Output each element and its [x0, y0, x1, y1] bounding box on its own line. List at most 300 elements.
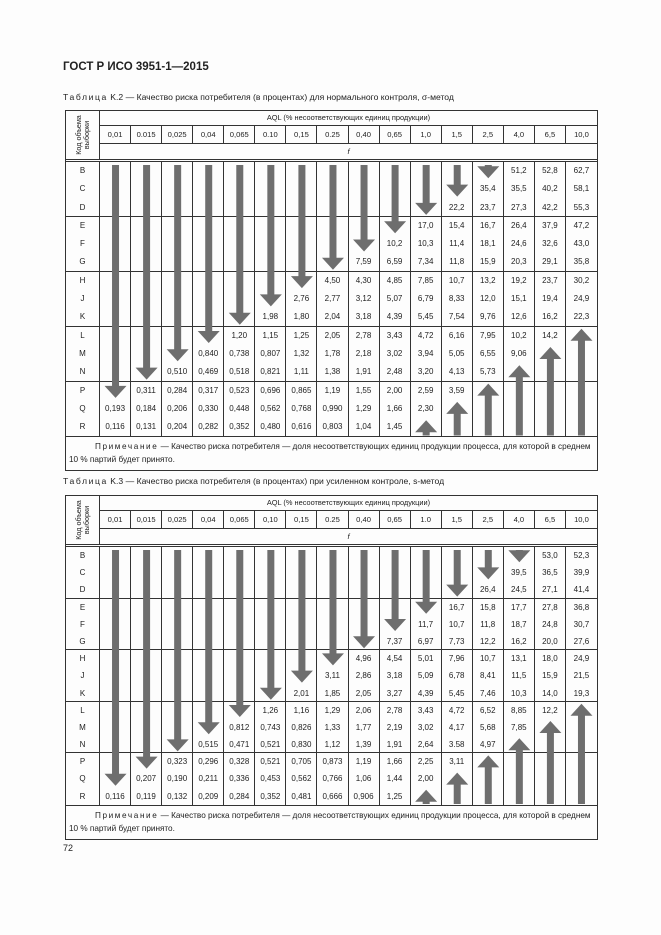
table-cell: [442, 162, 473, 180]
table-cell: 1,19: [317, 382, 348, 400]
table-cell: 1,06: [349, 770, 380, 787]
table-cell: [473, 382, 504, 400]
table-cell: 2,86: [349, 667, 380, 684]
table-cell: 47,2: [573, 220, 590, 230]
table-cell: 10,7: [442, 616, 473, 633]
table-cell: [224, 547, 255, 564]
table-cell: [566, 400, 597, 418]
table-cell: [162, 547, 193, 564]
table-cell: [535, 363, 566, 381]
table-cell: [286, 616, 317, 633]
table-cell: [286, 180, 317, 198]
table-cell: [442, 400, 473, 418]
aql-column-header: 10,0: [566, 511, 597, 529]
table-cell: [100, 290, 131, 308]
table-cell: 51,2: [504, 162, 535, 180]
table-cell: [286, 272, 317, 290]
table-cell: [380, 162, 411, 180]
table-cell: 16,2: [535, 308, 566, 326]
table-cell: 1,15: [255, 327, 286, 345]
table-cell: 5,45: [442, 685, 473, 702]
aql-column-header: 4,0: [504, 511, 535, 529]
table-cell: 2,64: [411, 736, 442, 753]
aql-column-header: 1,0: [411, 126, 442, 144]
table-cell: 37,9: [535, 217, 566, 235]
table-cell: [162, 719, 193, 736]
table-note: [66, 436, 597, 470]
table-cell: 0,812: [224, 719, 255, 736]
table-cell: [224, 180, 255, 198]
standard-title: ГОСТ Р ИСО 3951-1—2015: [63, 61, 209, 73]
table-cell: [442, 418, 473, 436]
aql-column-header: 0,04: [193, 126, 224, 144]
table-cell: [535, 345, 566, 363]
aql-column-header: 0,025: [162, 126, 193, 144]
table-cell: [193, 162, 224, 180]
table-cell: 0,323: [162, 753, 193, 770]
table-cell: [411, 564, 442, 581]
table-cell: 2,05: [317, 327, 348, 345]
table-cell: 52,3: [573, 551, 590, 560]
table-cell: 53,0: [535, 547, 566, 564]
table-cell: 0,768: [286, 400, 317, 418]
table-cell: [100, 616, 131, 633]
row-code: F: [66, 235, 100, 253]
table-cell: 2,78: [349, 327, 380, 345]
table-cell: 0,119: [131, 788, 162, 805]
table-cell: 39,5: [504, 564, 535, 581]
table-cell: [535, 788, 566, 805]
table-cell: 3,43: [380, 327, 411, 345]
table-cell: 8,85: [504, 702, 535, 719]
table-cell: 10,2: [380, 235, 411, 253]
table-cell: 2,04: [317, 308, 348, 326]
table-cell: [193, 719, 224, 736]
table-cell: [100, 382, 131, 400]
table-cell: [411, 599, 442, 616]
table-cell: 58,1: [573, 184, 590, 194]
table-cell: 0,873: [317, 753, 348, 770]
aql-column-header: 0.015: [131, 126, 162, 144]
row-code: N: [66, 363, 100, 381]
table-cell: 0,510: [162, 363, 193, 381]
table-cell: 0,469: [193, 363, 224, 381]
table-cell: [193, 327, 224, 345]
table-cell: 4,17: [442, 719, 473, 736]
table-cell: [317, 199, 348, 217]
table-cell: 5,45: [411, 308, 442, 326]
table-cell: 10,2: [504, 327, 535, 345]
table-cell: [100, 564, 131, 581]
row-code: N: [66, 736, 100, 753]
table-cell: 41,4: [566, 581, 597, 598]
table-cell: 0,207: [131, 770, 162, 787]
table-cell: 4,72: [411, 327, 442, 345]
table-cell: 0,132: [162, 788, 193, 805]
row-code: P: [66, 753, 100, 770]
row-code: C: [66, 180, 100, 198]
table-cell: 36,5: [535, 564, 566, 581]
table-cell: 3,94: [411, 345, 442, 363]
aql-column-header: 0,065: [224, 126, 255, 144]
table-cell: [349, 581, 380, 598]
table-cell: [193, 235, 224, 253]
table-cell: 0,116: [100, 418, 131, 436]
table-cell: 1,78: [317, 345, 348, 363]
row-code: Q: [66, 770, 100, 787]
table-cell: 19,3: [566, 685, 597, 702]
table-cell: 4,72: [442, 702, 473, 719]
table-cell: 3,02: [411, 719, 442, 736]
table-cell: [162, 253, 193, 271]
table-cell: [162, 616, 193, 633]
table-cell: [131, 633, 162, 650]
table-cell: [317, 599, 348, 616]
table-cell: 24,9: [573, 294, 590, 304]
table-cell: [100, 719, 131, 736]
table-cell: 0,865: [286, 382, 317, 400]
table-cell: [224, 162, 255, 180]
table-cell: [162, 633, 193, 650]
table-cell: 16,7: [442, 599, 473, 616]
aql-column-header: 4,0: [504, 126, 535, 144]
table-cell: [473, 162, 504, 180]
row-code: D: [66, 581, 100, 598]
table-cell: 2,78: [380, 702, 411, 719]
row-code: B: [66, 547, 100, 564]
table-cell: [193, 217, 224, 235]
table-cell: 1,66: [380, 753, 411, 770]
table-cell: 0,666: [317, 788, 348, 805]
table-cell: [504, 547, 535, 564]
table-cell: [193, 616, 224, 633]
table-cell: [162, 217, 193, 235]
table-cell: [442, 770, 473, 787]
row-code: K: [66, 308, 100, 326]
table-cell: [286, 650, 317, 667]
table-cell: [100, 736, 131, 753]
aql-column-header: 0.25: [317, 511, 348, 529]
table-cell: 0,515: [193, 736, 224, 753]
table-cell: [162, 162, 193, 180]
table-cell: 0,480: [255, 418, 286, 436]
table-cell: [380, 581, 411, 598]
table-cell: 2,77: [317, 290, 348, 308]
table-cell: 1,44: [380, 770, 411, 787]
aql-column-header: 10,0: [566, 126, 597, 144]
table-header: [66, 496, 597, 547]
table-cell: 43,0: [573, 239, 590, 249]
table-cell: [100, 180, 131, 198]
table-cell: 22,3: [566, 308, 597, 326]
aql-column-header: 0,40: [349, 511, 380, 529]
table-cell: [162, 581, 193, 598]
table-cell: 0,131: [131, 418, 162, 436]
table-cell: [411, 547, 442, 564]
table-cell: [162, 327, 193, 345]
aql-column-header: 0,15: [286, 511, 317, 529]
aql-column-header: 0,04: [193, 511, 224, 529]
table-cell: [411, 581, 442, 598]
table-cell: 27,8: [535, 599, 566, 616]
table-cell: 0,352: [224, 418, 255, 436]
table-cell: [504, 770, 535, 787]
table-cell: [162, 308, 193, 326]
table-cell: 14,2: [535, 327, 566, 345]
table-cell: 23,7: [473, 199, 504, 217]
table-cell: 4,97: [473, 736, 504, 753]
table-cell: [380, 180, 411, 198]
table-cell: [162, 272, 193, 290]
table-cell: 0,830: [286, 736, 317, 753]
table-cell: [131, 547, 162, 564]
table-cell: 13,1: [504, 650, 535, 667]
row-code: J: [66, 667, 100, 684]
table-cell: [535, 736, 566, 753]
table-cell: [224, 564, 255, 581]
table-cell: 11,4: [442, 235, 473, 253]
table-cell: [411, 418, 442, 436]
table-cell: [131, 667, 162, 684]
table-cell: 15,8: [473, 599, 504, 616]
table-cell: 2,06: [349, 702, 380, 719]
table-cell: [100, 327, 131, 345]
table-cell: 7,95: [473, 327, 504, 345]
table-cell: 5,01: [411, 650, 442, 667]
table-cell: [131, 753, 162, 770]
table-cell: [131, 162, 162, 180]
table-cell: [566, 363, 597, 381]
table-cell: [504, 788, 535, 805]
table-cell: 0,184: [131, 400, 162, 418]
table-cell: 3,20: [411, 363, 442, 381]
table-cell: [349, 564, 380, 581]
table-cell: [193, 308, 224, 326]
table-cell: 0,523: [224, 382, 255, 400]
row-code: R: [66, 788, 100, 805]
table-k3-caption: [63, 476, 444, 486]
f-label: f: [347, 532, 350, 541]
table-cell: [317, 217, 348, 235]
table-cell: 40,2: [535, 180, 566, 198]
table-cell: 17,0: [411, 217, 442, 235]
aql-column-header: 0,01: [100, 126, 131, 144]
table-cell: 0,803: [317, 418, 348, 436]
table-k2-caption: [63, 92, 454, 102]
table-cell: [193, 702, 224, 719]
table-cell: 10,3: [504, 685, 535, 702]
table-cell: [349, 217, 380, 235]
table-cell: [255, 685, 286, 702]
aql-column-header: 0,65: [380, 126, 411, 144]
table-cell: 1,38: [317, 363, 348, 381]
table-cell: [255, 235, 286, 253]
table-cell: [100, 770, 131, 787]
table-cell: [442, 180, 473, 198]
table-cell: 16,7: [473, 217, 504, 235]
table-cell: 4,50: [317, 272, 348, 290]
table-cell: 2,59: [411, 382, 442, 400]
table-body: [66, 162, 597, 436]
row-code: B: [66, 162, 100, 180]
table-cell: [349, 633, 380, 650]
table-cell: [224, 685, 255, 702]
table-cell: 0,284: [162, 382, 193, 400]
table-cell: 19,4: [535, 290, 566, 308]
table-cell: 0,743: [255, 719, 286, 736]
table-cell: [224, 616, 255, 633]
table-cell: [255, 199, 286, 217]
row-code: C: [66, 564, 100, 581]
table-cell: 55,3: [566, 199, 597, 217]
aql-header: AQL (% несоответствующих единиц продукции): [100, 111, 597, 126]
table-note: [66, 805, 597, 839]
code-header: Код объема выборки: [73, 500, 91, 540]
table-cell: [411, 180, 442, 198]
table-cell: 1,33: [317, 719, 348, 736]
table-cell: 0,616: [286, 418, 317, 436]
table-cell: [131, 235, 162, 253]
table-cell: 0,311: [131, 382, 162, 400]
aql-column-header: 0,40: [349, 126, 380, 144]
table-cell: [224, 308, 255, 326]
table-cell: 0,336: [224, 770, 255, 787]
table-cell: [162, 667, 193, 684]
table-cell: [224, 217, 255, 235]
table-cell: [473, 400, 504, 418]
table-header: [66, 111, 597, 162]
table-cell: 0,453: [255, 770, 286, 787]
table-cell: [255, 180, 286, 198]
table-cell: 32,6: [535, 235, 566, 253]
table-cell: 0,738: [224, 345, 255, 363]
table-cell: 1,55: [349, 382, 380, 400]
table-cell: [286, 599, 317, 616]
table-cell: 0,990: [317, 400, 348, 418]
table-cell: 1,16: [286, 702, 317, 719]
table-cell: 2,00: [380, 382, 411, 400]
table-cell: 1,66: [380, 400, 411, 418]
row-code: P: [66, 382, 100, 400]
aql-column-header: 0.25: [317, 126, 348, 144]
table-cell: [442, 564, 473, 581]
table-cell: [131, 308, 162, 326]
table-cell: [193, 685, 224, 702]
table-cell: 24,5: [504, 581, 535, 598]
table-k2: [65, 110, 598, 471]
table-cell: 0,352: [255, 788, 286, 805]
table-cell: [504, 363, 535, 381]
table-cell: 0,211: [193, 770, 224, 787]
table-cell: 1,29: [349, 400, 380, 418]
table-cell: 22,2: [442, 199, 473, 217]
table-cell: [224, 599, 255, 616]
table-cell: 21,5: [573, 671, 590, 681]
table-cell: [442, 547, 473, 564]
table-cell: [317, 253, 348, 271]
table-cell: [100, 162, 131, 180]
table-cell: 4,96: [349, 650, 380, 667]
table-cell: 5,07: [380, 290, 411, 308]
table-cell: 1,91: [380, 736, 411, 753]
table-cell: 3,02: [380, 345, 411, 363]
table-cell: 0,193: [100, 400, 131, 418]
table-cell: [566, 382, 597, 400]
row-code: H: [66, 650, 100, 667]
table-cell: [193, 564, 224, 581]
table-cell: 1,91: [349, 363, 380, 381]
table-cell: [380, 547, 411, 564]
aql-column-header: 0,025: [162, 511, 193, 529]
table-cell: 35,4: [473, 180, 504, 198]
table-cell: [535, 753, 566, 770]
table-cell: 7,85: [411, 272, 442, 290]
row-code: G: [66, 253, 100, 271]
table-cell: [224, 650, 255, 667]
table-cell: 52,8: [535, 162, 566, 180]
table-cell: [286, 253, 317, 271]
table-cell: [224, 667, 255, 684]
table-cell: 19,2: [504, 272, 535, 290]
table-cell: [317, 235, 348, 253]
table-cell: 7,85: [504, 719, 535, 736]
note-text: — Качество риска потребителя — доля несоответствующих единиц продукции процесса, для которой в среднем 10 % партий будет принято.: [69, 810, 591, 833]
table-cell: [349, 616, 380, 633]
table-cell: [504, 753, 535, 770]
table-cell: [193, 180, 224, 198]
table-cell: [193, 633, 224, 650]
row-code: J: [66, 290, 100, 308]
table-cell: 6,16: [442, 327, 473, 345]
table-cell: [473, 547, 504, 564]
table-cell: [473, 418, 504, 436]
table-cell: [131, 180, 162, 198]
table-cell: 13,2: [473, 272, 504, 290]
table-cell: [473, 770, 504, 787]
table-cell: [131, 685, 162, 702]
table-cell: [131, 599, 162, 616]
table-cell: [255, 650, 286, 667]
table-cell: [286, 667, 317, 684]
row-code: M: [66, 345, 100, 363]
table-cell: 0,471: [224, 736, 255, 753]
code-header-cell: [66, 111, 100, 159]
table-cell: 1,26: [255, 702, 286, 719]
table-cell: 5,68: [473, 719, 504, 736]
table-cell: [411, 162, 442, 180]
aql-header: AQL (% несоответствующих единиц продукции): [100, 496, 597, 511]
table-cell: 4,54: [380, 650, 411, 667]
aql-column-header: 1,5: [442, 511, 473, 529]
table-cell: [349, 599, 380, 616]
table-cell: [317, 564, 348, 581]
table-k3: [65, 495, 598, 840]
table-cell: [162, 685, 193, 702]
table-cell: [255, 272, 286, 290]
table-cell: [100, 547, 131, 564]
table-cell: [317, 581, 348, 598]
table-cell: 27,6: [566, 633, 597, 650]
table-cell: [131, 719, 162, 736]
table-cell: 8,33: [442, 290, 473, 308]
aql-column-header: 6,5: [535, 126, 566, 144]
table-cell: 3,12: [349, 290, 380, 308]
table-cell: 0,821: [255, 363, 286, 381]
table-cell: [193, 547, 224, 564]
note-text: — Качество риска потребителя — доля несоответствующих единиц продукции процесса, для которой в среднем 10 % партий будет принято.: [69, 442, 591, 465]
table-cell: 0,317: [193, 382, 224, 400]
table-cell: 14,0: [535, 685, 566, 702]
